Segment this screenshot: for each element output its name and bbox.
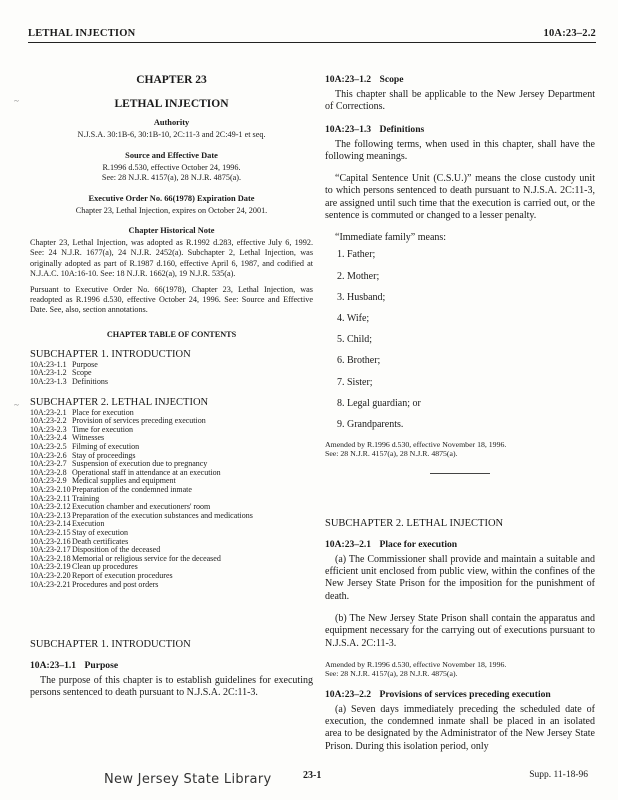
family-list-item: 1. Father;	[337, 249, 376, 261]
family-list-item: 5. Child;	[337, 334, 373, 346]
section-heading	[30, 660, 313, 671]
source-line: See: 28 N.J.R. 4157(a), 28 N.J.R. 4875(a).	[101, 173, 242, 182]
toc-entry-code: 10A:23-2.17	[30, 545, 71, 555]
toc-entry-code: 10A:23-2.10	[30, 484, 71, 494]
family-list-item: 2. Mother;	[337, 270, 380, 282]
toc-entry-title: Preparation of the condemned inmate	[72, 484, 192, 494]
amendment-line: See: 28 N.J.R. 4157(a), 28 N.J.R. 4875(a).	[325, 449, 458, 459]
authority-heading: Authority	[153, 118, 190, 127]
toc-entry-title: Operational staff in attendance at an execution	[72, 467, 221, 477]
section-text: The following terms, when used in this chapter, shall have the following meanings.	[325, 138, 595, 162]
toc-entry-title: Provision of services preceding execution	[72, 416, 206, 426]
section-title: Purpose	[84, 660, 119, 672]
toc-entry-code: 10A:23-1.3	[30, 377, 67, 387]
library-watermark: New Jersey State Library	[104, 772, 272, 787]
left-column	[30, 68, 313, 710]
toc-entry-code: 10A:23-2.20	[30, 570, 71, 580]
toc-entry-code: 10A:23-2.6	[30, 450, 67, 460]
section-title: Provisions of services preceding execution	[379, 688, 551, 700]
scan-mark: ~	[14, 96, 19, 106]
chapter-number: CHAPTER 23	[136, 74, 207, 86]
section-number: 10A:23–1.3	[325, 123, 372, 135]
toc-entry-title: Report of execution procedures	[72, 570, 173, 580]
toc-entry	[30, 378, 313, 387]
running-header	[28, 22, 596, 43]
toc-title: CHAPTER TABLE OF CONTENTS	[106, 329, 237, 339]
section-title: Definitions	[379, 123, 425, 135]
amendment-note	[325, 660, 595, 679]
toc-entry-title: Preparation of the execution substances and medications	[72, 510, 253, 520]
section-text: (a) The Commissioner shall provide and maintain a suitable and efficient unit enclosed from public view, within the confines of the New Jersey State Prison for the imposition for the punishment of death.	[325, 553, 595, 602]
amendment-line: Amended by R.1996 d.530, effective November 18, 1996.	[325, 659, 507, 669]
toc-subchapter-2: SUBCHAPTER 2. LETHAL INJECTION	[30, 396, 209, 408]
amendment-line: Amended by R.1996 d.530, effective November 18, 1996.	[325, 440, 507, 450]
toc-entry-code: 10A:23-1.2	[30, 368, 67, 378]
toc-entry-title: Death certificates	[72, 536, 129, 546]
toc-entry-code: 10A:23-2.19	[30, 562, 71, 572]
family-list-item: 7. Sister;	[337, 376, 373, 388]
toc-entry-code: 10A:23-2.5	[30, 442, 67, 451]
section-text: (a) Seven days immediately preceding the scheduled date of execution, the condemned inmate shall be placed in an isolated area to be designated by the Administrator of the New Jersey State Prison. During this isolation period, only	[325, 703, 595, 752]
toc-entry-title: Place for execution	[72, 407, 134, 417]
toc-entry-title: Stay of execution	[72, 527, 128, 537]
toc-entry-code: 10A:23-2.16	[30, 536, 71, 546]
amendment-line: See: 28 N.J.R. 4157(a), 28 N.J.R. 4875(a).	[325, 669, 458, 679]
amendment-note	[325, 440, 595, 459]
section-title: Place for execution	[379, 538, 458, 550]
toc-entry	[30, 581, 313, 590]
right-column	[325, 68, 595, 763]
toc-entry-title: Witnesses	[72, 433, 105, 443]
toc-entry-title: Medical supplies and equipment	[72, 476, 176, 486]
toc-entry-code: 10A:23-2.9	[30, 476, 67, 486]
source-line: R.1996 d.530, effective October 24, 1996.	[102, 162, 241, 172]
toc-entry-code: 10A:23-2.3	[30, 424, 67, 434]
subchapter-2-heading: SUBCHAPTER 2. LETHAL INJECTION	[325, 517, 504, 529]
toc-entry-code: 10A:23-2.18	[30, 553, 71, 563]
toc-entry-title: Filming of execution	[72, 442, 140, 451]
section-title: Scope	[379, 74, 404, 85]
toc-entry-title: Procedures and post orders	[72, 579, 159, 589]
chapter-title: LETHAL INJECTION	[114, 98, 229, 110]
family-list-item: 6. Brother;	[337, 355, 381, 367]
historical-note-paragraph: Pursuant to Executive Order No. 66(1978), Chapter 23, Lethal Injection, was readopted as R.1996 d.530, effective October 24, 1996. See: Source and Effective Date. See, also, section annotations.	[30, 284, 313, 315]
supplement-date: Supp. 11-18-96	[529, 770, 588, 780]
section-heading	[325, 689, 595, 700]
section-heading	[325, 124, 595, 135]
toc-entry-title: Disposition of the deceased	[72, 545, 161, 555]
toc-entry-code: 10A:23-1.1	[30, 359, 67, 369]
toc-entry-code: 10A:23-2.12	[30, 502, 71, 512]
family-list	[337, 249, 595, 431]
toc-entry-code: 10A:23-2.11	[30, 493, 71, 503]
header-section: 10A:23–2.2	[543, 28, 596, 39]
section-text: The purpose of this chapter is to establish guidelines for executing persons sentenced to death pursuant to N.J.S.A. 2C:11-3.	[30, 675, 313, 699]
subchapter-1-heading: SUBCHAPTER 1. INTRODUCTION	[30, 639, 191, 651]
section-number: 10A:23–1.1	[30, 660, 77, 672]
section-heading	[325, 539, 595, 550]
toc-entry-code: 10A:23-2.2	[30, 416, 67, 426]
source-heading: Source and Effective Date	[125, 150, 218, 160]
source-text	[30, 163, 313, 184]
toc-entry-title: Training	[72, 493, 100, 503]
section-number: 10A:23–1.2	[325, 74, 372, 85]
exec-order-text: Chapter 23, Lethal Injection, expires on October 24, 2001.	[75, 205, 268, 215]
toc-entry-title: Purpose	[72, 359, 98, 369]
family-list-item: 8. Legal guardian; or	[337, 397, 421, 409]
family-list-item: 3. Husband;	[337, 291, 386, 303]
family-list-item: 4. Wife;	[337, 312, 370, 324]
header-title: LETHAL INJECTION	[28, 28, 136, 39]
toc-entry-title: Clean up procedures	[72, 562, 138, 572]
section-text: “Capital Sentence Unit (C.S.U.)” means the close custody unit to which persons sentenced to death pursuant to N.J.S.A. 2C:11-3, are assigned until such time that the execution is carried out, or the sentence is commuted or changed to a lesser penalty.	[325, 173, 595, 222]
toc-entry-title: Execution chamber and executioners' room	[72, 502, 211, 512]
family-list-item: 9. Grandparents.	[337, 418, 404, 430]
toc-entry-code: 10A:23-2.7	[30, 459, 67, 469]
toc-entry-code: 10A:23-2.21	[30, 579, 71, 589]
toc-entry-title: Execution	[72, 519, 105, 529]
section-text: (b) The New Jersey State Prison shall contain the apparatus and equipment necessary for the carrying out of executions pursuant to N.J.S.A. 2C:11-3.	[325, 613, 595, 649]
section-text: This chapter shall be applicable to the New Jersey Department of Corrections.	[325, 89, 595, 113]
toc-entry-title: Definitions	[72, 377, 108, 387]
scan-mark: ~	[14, 400, 19, 410]
historical-note-paragraph: Chapter 23, Lethal Injection, was adopted as R.1992 d.283, effective July 6, 1992. See: 24 N.J.R. 1677(a), 24 N.J.R. 2452(a). Subchapter 2, Lethal Injection, was originally adopted as part of R.1987 d.160, effective April 6, 1987, and codified at N.J.A.C. 10A:16-10. See: 18 N.J.R. 1662(a), 19 N.J.R. 535(a).	[30, 238, 313, 279]
authority-text: N.J.S.A. 30:1B-6, 30:1B-10, 2C:11-3 and 2C:49-1 et seq.	[77, 130, 266, 139]
historical-note-heading: Chapter Historical Note	[128, 226, 215, 235]
toc-entry-code: 10A:23-2.8	[30, 467, 67, 477]
toc-entry-code: 10A:23-2.13	[30, 510, 71, 520]
divider	[430, 473, 490, 474]
toc-list-subchapter-2	[30, 409, 313, 589]
section-number: 10A:23–2.1	[325, 538, 372, 550]
toc-entry-code: 10A:23-2.14	[30, 519, 71, 529]
toc-entry-title: Stay of proceedings	[72, 450, 136, 460]
toc-entry-code: 10A:23-2.4	[30, 433, 67, 443]
section-heading	[325, 74, 595, 85]
family-definition-intro: “Immediate family” means:	[335, 232, 447, 244]
toc-list-subchapter-1	[30, 361, 313, 387]
page-footer	[0, 770, 618, 790]
toc-entry-title: Time for execution	[72, 424, 134, 434]
toc-entry-title: Scope	[72, 368, 92, 378]
toc-subchapter-1: SUBCHAPTER 1. INTRODUCTION	[30, 348, 191, 360]
toc-entry-code: 10A:23-2.15	[30, 527, 71, 537]
section-number: 10A:23–2.2	[325, 688, 372, 700]
toc-entry-title: Memorial or religious service for the deceased	[72, 553, 221, 563]
exec-order-heading: Executive Order No. 66(1978) Expiration Date	[88, 193, 255, 203]
toc-entry-title: Suspension of execution due to pregnancy	[72, 459, 208, 469]
toc-entry-code: 10A:23-2.1	[30, 407, 67, 417]
page-number: 23-1	[303, 770, 322, 781]
